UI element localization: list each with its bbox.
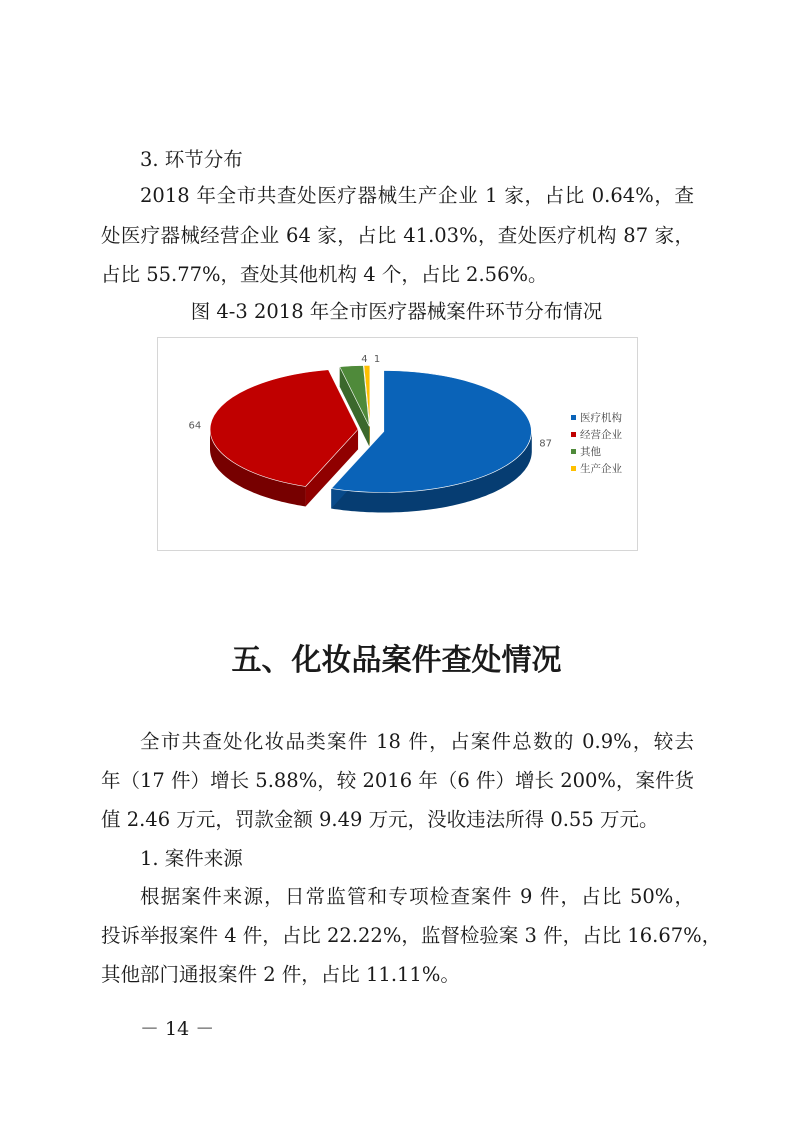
- paragraph-line: 占比 55.77%，查处其他机构 4 个，占比 2.56%。: [101, 263, 548, 286]
- legend-label: 其他: [580, 446, 601, 458]
- page-number: － 14 －: [140, 1018, 215, 1040]
- legend-swatch: [571, 415, 576, 420]
- legend-label: 经营企业: [580, 429, 622, 441]
- section-title: 3. 环节分布: [140, 148, 243, 171]
- paragraph-line: 处医疗器械经营企业 64 家，占比 41.03%，查处医疗机构 87 家，: [101, 224, 694, 247]
- legend-item-production: [571, 461, 622, 478]
- legend-item-medical: [571, 410, 622, 427]
- section-heading: 五、化妆品案件查处情况: [231, 643, 562, 678]
- pie-label-other: 4: [361, 354, 368, 365]
- legend-item-business: [571, 427, 622, 444]
- legend-item-other: [571, 444, 622, 461]
- paragraph-line: 年（17 件）增长 5.88%，较 2016 年（6 件）增长 200%，案件货: [101, 769, 694, 792]
- pie-chart: [157, 337, 638, 551]
- legend-label: 生产企业: [580, 463, 622, 475]
- pie-label-medical: 87: [539, 438, 553, 450]
- legend-label: 医疗机构: [580, 412, 622, 424]
- figure-caption: 图 4-3 2018 年全市医疗器械案件环节分布情况: [190, 300, 603, 323]
- paragraph-line: 全市共查处化妆品类案件 18 件，占案件总数的 0.9%，较去: [140, 730, 694, 753]
- subsection-title: 1. 案件来源: [140, 847, 243, 870]
- paragraph-line: 投诉举报案件 4 件，占比 22.22%，监督检验案 3 件，占比 16.67%，: [101, 924, 722, 947]
- pie-chart-svg: [158, 338, 637, 550]
- legend-swatch: [571, 449, 576, 454]
- legend-swatch: [571, 432, 576, 437]
- paragraph-line: 根据案件来源，日常监管和专项检查案件 9 件，占比 50%，: [140, 885, 694, 908]
- legend-swatch: [571, 466, 576, 471]
- paragraph-line: 其他部门通报案件 2 件，占比 11.11%。: [101, 963, 460, 986]
- pie-label-production: 1: [373, 354, 381, 365]
- paragraph-line: 2018 年全市共查处医疗器械生产企业 1 家，占比 0.64%，查: [140, 184, 694, 207]
- paragraph-line: 值 2.46 万元，罚款金额 9.49 万元，没收违法所得 0.55 万元。: [101, 808, 659, 831]
- pie-label-business: 64: [188, 420, 202, 432]
- chart-legend: [571, 410, 622, 478]
